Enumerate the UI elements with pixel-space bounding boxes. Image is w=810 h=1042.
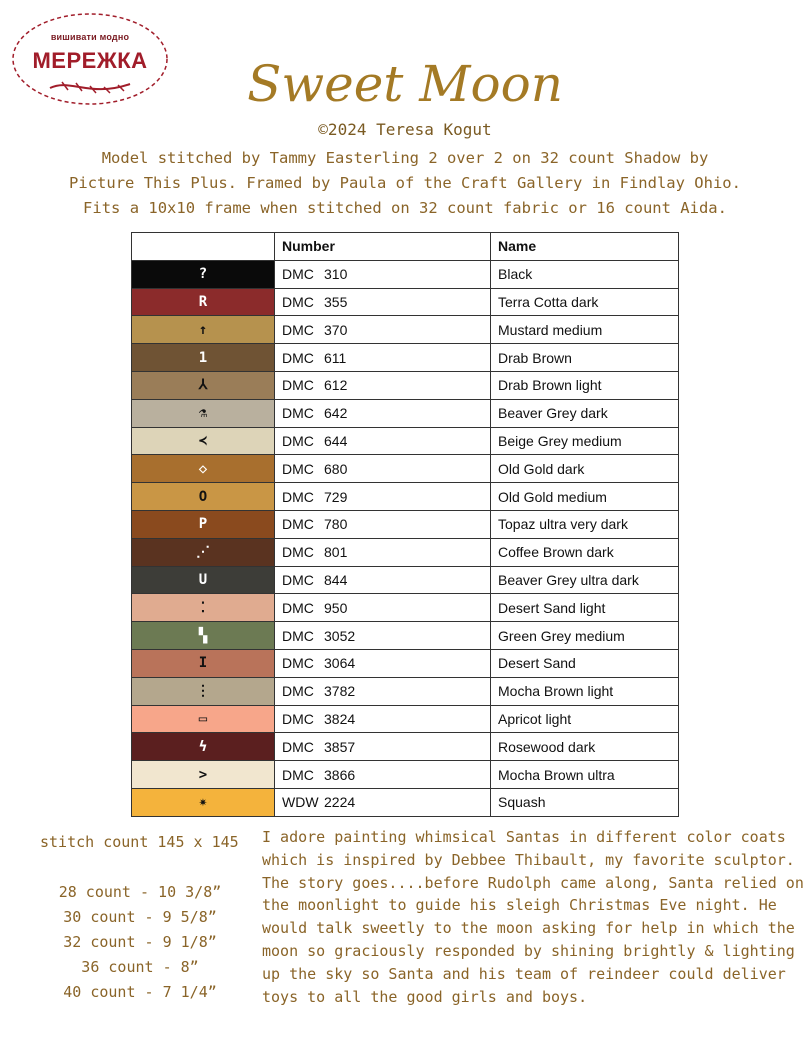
table-row <box>132 344 679 372</box>
story-line: the moonlight to guide his sleigh Christmas Eve night. He <box>262 896 777 915</box>
floss-name: Drab Brown <box>491 344 679 372</box>
color-swatch: 1 <box>132 344 275 372</box>
color-swatch: ⚗ <box>132 399 275 427</box>
floss-code: 370 <box>324 321 348 338</box>
table-row <box>132 622 679 650</box>
intro-line: Model stitched by Tammy Easterling 2 over 2 on 32 count Shadow by <box>101 149 709 167</box>
color-swatch: ϟ <box>132 733 275 761</box>
story-line: I adore painting whimsical Santas in different color coats <box>262 828 786 846</box>
table-row <box>132 260 679 288</box>
floss-code: 355 <box>324 293 348 310</box>
floss-brand: DMC <box>282 349 314 366</box>
floss-code: 680 <box>324 460 348 477</box>
logo-tagline: вишивати модно <box>50 32 130 42</box>
color-swatch: > <box>132 761 275 789</box>
story-line: moon so graciously responded by shining brightly & lighting <box>262 941 795 960</box>
floss-number <box>275 705 491 733</box>
floss-name: Drab Brown light <box>491 371 679 399</box>
size-line: 28 count - 10 3/8” <box>58 883 222 901</box>
color-swatch: ⁚ <box>132 594 275 622</box>
story-line: The story goes....before Rudolph came along, Santa relied on <box>262 873 804 892</box>
size-line: 32 count - 9 1/8” <box>63 933 217 951</box>
floss-name: Black <box>491 260 679 288</box>
floss-name: Rosewood dark <box>491 733 679 761</box>
table-row <box>132 788 679 816</box>
table-row <box>132 316 679 344</box>
floss-brand: DMC <box>282 627 314 644</box>
color-swatch: ▭ <box>132 705 275 733</box>
color-swatch: ↑ <box>132 316 275 344</box>
floss-number <box>275 594 491 622</box>
floss-number <box>275 733 491 761</box>
stitch-count: stitch count 145 x 145 <box>40 833 239 851</box>
intro-line: Fits a 10x10 frame when stitched on 32 count fabric or 16 count Aida. <box>83 199 727 217</box>
color-swatch: ✷ <box>132 788 275 816</box>
floss-brand: DMC <box>282 516 314 533</box>
floss-code: 3866 <box>324 766 356 783</box>
color-swatch: U <box>132 566 275 594</box>
color-swatch: O <box>132 483 275 511</box>
table-row <box>132 677 679 705</box>
floss-code: 844 <box>324 571 348 588</box>
color-swatch: ⋮ <box>132 677 275 705</box>
name-header: Name <box>491 233 679 261</box>
floss-brand: DMC <box>282 710 314 727</box>
floss-name: Beaver Grey ultra dark <box>491 566 679 594</box>
floss-number <box>275 649 491 677</box>
floss-number <box>275 455 491 483</box>
floss-brand: DMC <box>282 321 314 338</box>
story-line: which is inspired by Debbee Thibault, my favorite sculptor. <box>262 850 795 869</box>
table-header-row <box>132 233 679 261</box>
color-swatch: P <box>132 510 275 538</box>
floss-number <box>275 677 491 705</box>
pattern-title: Sweet Moon <box>247 55 563 113</box>
floss-number <box>275 788 491 816</box>
floss-number <box>275 288 491 316</box>
floss-brand: DMC <box>282 655 314 672</box>
color-swatch: ◇ <box>132 455 275 483</box>
floss-number <box>275 316 491 344</box>
floss-number <box>275 427 491 455</box>
floss-name: Desert Sand <box>491 649 679 677</box>
floss-code: 3052 <box>324 627 356 644</box>
story-text <box>262 826 804 1008</box>
floss-brand: DMC <box>282 544 314 561</box>
floss-brand: DMC <box>282 571 314 588</box>
floss-number <box>275 761 491 789</box>
floss-number <box>275 510 491 538</box>
floss-number <box>275 566 491 594</box>
floss-name: Topaz ultra very dark <box>491 510 679 538</box>
floss-name: Coffee Brown dark <box>491 538 679 566</box>
swatch-header <box>132 233 275 261</box>
table-row <box>132 510 679 538</box>
floss-name: Squash <box>491 788 679 816</box>
floss-brand: DMC <box>282 766 314 783</box>
floss-name: Old Gold medium <box>491 483 679 511</box>
table-row <box>132 455 679 483</box>
copyright-line: ©2024 Teresa Kogut <box>318 120 492 139</box>
color-swatch: ? <box>132 260 275 288</box>
floss-code: 642 <box>324 405 348 422</box>
number-header: Number <box>275 233 491 261</box>
floss-brand: DMC <box>282 599 314 616</box>
floss-brand: DMC <box>282 460 314 477</box>
intro-line: Picture This Plus. Framed by Paula of the Craft Gallery in Findlay Ohio. <box>69 174 741 192</box>
floss-brand: DMC <box>282 266 314 283</box>
floss-code: 3782 <box>324 683 356 700</box>
floss-brand: DMC <box>282 683 314 700</box>
floss-brand: DMC <box>282 405 314 422</box>
floss-key-table <box>131 232 679 817</box>
size-line: 30 count - 9 5/8” <box>63 908 217 926</box>
table-row <box>132 483 679 511</box>
logo-wordmark: МЕРЕЖКА <box>32 48 148 73</box>
floss-brand: DMC <box>282 377 314 394</box>
floss-brand: WDW <box>282 794 319 811</box>
finished-sizes <box>40 880 240 1005</box>
floss-brand: DMC <box>282 738 314 755</box>
floss-number <box>275 399 491 427</box>
table-row <box>132 399 679 427</box>
color-swatch: ⅄ <box>132 371 275 399</box>
floss-key-body <box>132 260 679 816</box>
floss-brand: DMC <box>282 488 314 505</box>
floss-code: 950 <box>324 599 348 616</box>
floss-name: Green Grey medium <box>491 622 679 650</box>
floss-code: 611 <box>324 349 347 366</box>
floss-number <box>275 371 491 399</box>
floss-number <box>275 538 491 566</box>
floss-number <box>275 344 491 372</box>
floss-name: Mocha Brown light <box>491 677 679 705</box>
color-swatch: ▚ <box>132 622 275 650</box>
table-row <box>132 705 679 733</box>
floss-brand: DMC <box>282 432 314 449</box>
floss-name: Terra Cotta dark <box>491 288 679 316</box>
floss-code: 2224 <box>324 794 356 811</box>
floss-number <box>275 260 491 288</box>
floss-name: Desert Sand light <box>491 594 679 622</box>
floss-name: Beige Grey medium <box>491 427 679 455</box>
table-row <box>132 288 679 316</box>
floss-number <box>275 622 491 650</box>
table-row <box>132 371 679 399</box>
floss-code: 3824 <box>324 710 356 727</box>
floss-code: 801 <box>324 544 348 561</box>
size-line: 40 count - 7 1/4” <box>63 983 217 1001</box>
floss-number <box>275 483 491 511</box>
table-row <box>132 761 679 789</box>
color-swatch: ≺ <box>132 427 275 455</box>
table-row <box>132 649 679 677</box>
floss-code: 3064 <box>324 655 356 672</box>
table-row <box>132 733 679 761</box>
table-row <box>132 566 679 594</box>
table-row <box>132 427 679 455</box>
intro-text <box>40 146 770 221</box>
story-line: up the sky so Santa and his team of reindeer could deliver <box>262 964 786 983</box>
story-line: toys to all the good girls and boys. <box>262 987 588 1006</box>
story-line: would talk sweetly to the moon asking for help in which the <box>262 919 795 938</box>
table-row <box>132 538 679 566</box>
color-swatch: ⋰ <box>132 538 275 566</box>
floss-name: Apricot light <box>491 705 679 733</box>
floss-code: 3857 <box>324 738 356 755</box>
floss-code: 780 <box>324 516 348 533</box>
color-swatch: I <box>132 649 275 677</box>
floss-name: Mocha Brown ultra <box>491 761 679 789</box>
table-row <box>132 594 679 622</box>
floss-name: Old Gold dark <box>491 455 679 483</box>
floss-code: 644 <box>324 432 348 449</box>
floss-code: 612 <box>324 377 348 394</box>
floss-code: 729 <box>324 488 348 505</box>
floss-code: 310 <box>324 266 348 283</box>
color-swatch: R <box>132 288 275 316</box>
size-line: 36 count - 8” <box>81 958 199 976</box>
floss-brand: DMC <box>282 293 314 310</box>
floss-name: Beaver Grey dark <box>491 399 679 427</box>
floss-name: Mustard medium <box>491 316 679 344</box>
